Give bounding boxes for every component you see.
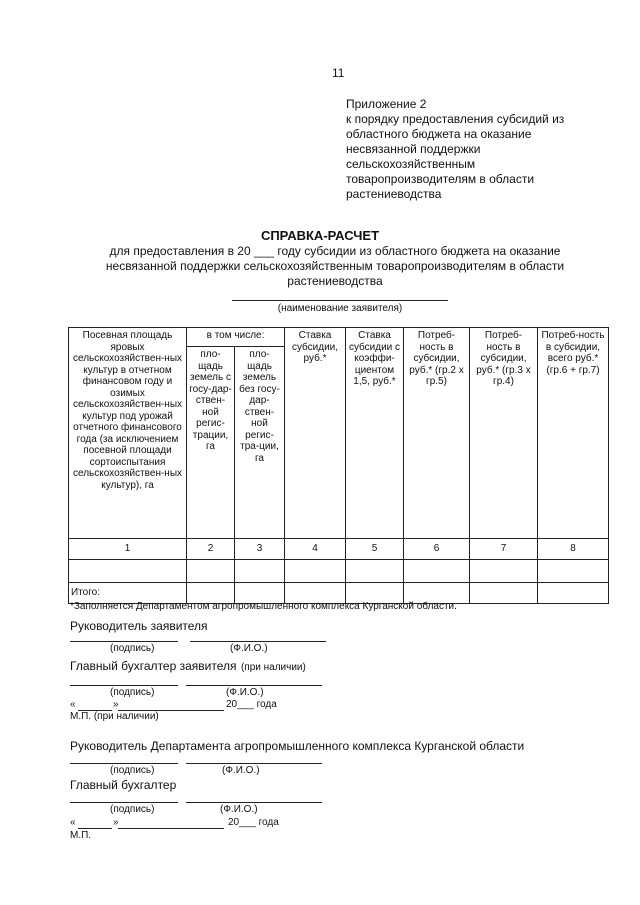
table-header-row <box>69 328 609 347</box>
table-cell[interactable] <box>346 560 404 583</box>
applicant-name-line <box>232 300 448 301</box>
table-cell[interactable] <box>470 583 538 604</box>
table-cell[interactable] <box>235 560 285 583</box>
fio-caption: (Ф.И.О.) <box>226 687 264 698</box>
header-col-4: Ставка субсидии, руб.* <box>285 328 346 539</box>
appendix-line: Приложение 2 <box>346 97 427 111</box>
col-number: 6 <box>404 539 470 560</box>
table-cell[interactable] <box>404 560 470 583</box>
date-open-quote: « <box>70 817 76 828</box>
subtitle-line: растениеводства <box>287 274 383 288</box>
table-cell[interactable] <box>187 560 235 583</box>
header-col-7: Потреб-ность в субсидии, руб.* (гр.3 х гр.4) <box>470 328 538 539</box>
col-number: 4 <box>285 539 346 560</box>
header-in-that-number: в том числе: <box>187 328 285 347</box>
table-data-row <box>69 560 609 583</box>
fio-line <box>186 763 322 764</box>
sign-caption: (подпись) <box>110 687 155 698</box>
date-day-line[interactable] <box>78 828 112 829</box>
applicant-head-label: Руководитель заявителя <box>70 619 208 633</box>
fio-caption: (Ф.И.О.) <box>222 765 260 776</box>
fio-caption: (Ф.И.О.) <box>220 804 258 815</box>
chief-accountant-label: Главный бухгалтер <box>70 778 177 792</box>
table-cell[interactable] <box>538 560 609 583</box>
col-number: 3 <box>235 539 285 560</box>
table-cell[interactable] <box>538 583 609 604</box>
document-title: СПРАВКА-РАСЧЕТ <box>260 228 380 243</box>
col-number: 2 <box>187 539 235 560</box>
date-close-quote: » <box>113 699 119 710</box>
table-cell[interactable] <box>470 560 538 583</box>
sign-line <box>70 802 178 803</box>
department-head-label: Руководитель Департамента агропромышленного комплекса Курганской области <box>70 739 525 753</box>
col-number: 1 <box>69 539 187 560</box>
fio-line <box>186 685 322 686</box>
sign-caption: (подпись) <box>110 804 155 815</box>
sign-caption: (подпись) <box>110 643 155 654</box>
applicant-name-caption: (наименование заявителя) <box>277 303 403 314</box>
header-col-1: Посевная площадь яровых сельскохозяйствен-ных культур в отчетном финансовом году и озимых сельскохозяйствен-ных культур под урожай отчетного финансового года (за исключением посевной площади сортоиспытания сельскохозяйствен-ных культур), га <box>69 328 187 539</box>
appendix-line: несвязанной поддержки <box>346 142 481 156</box>
table-cell[interactable] <box>285 560 346 583</box>
stamp-place: М.П. (при наличии) <box>70 711 159 722</box>
if-any-note: (при наличии) <box>240 662 306 673</box>
total-label: Итого: <box>69 583 187 604</box>
document-subtitle <box>70 244 600 289</box>
sign-line <box>70 763 178 764</box>
fio-line <box>190 641 326 642</box>
header-col-5: Ставка субсидии с коэффи-циентом 1,5, руб.* <box>346 328 404 539</box>
sign-line <box>70 685 178 686</box>
table-number-row <box>69 539 609 560</box>
sign-caption: (подпись) <box>110 765 155 776</box>
date-month-line[interactable] <box>118 828 224 829</box>
page-number: 11 <box>332 66 345 80</box>
fio-line <box>186 802 322 803</box>
appendix-line: сельскохозяйственным <box>346 157 476 171</box>
date-open-quote: « <box>70 699 76 710</box>
subtitle-line: для предоставления в 20 ___ году субсидии из областного бюджета на оказание <box>109 244 561 258</box>
date-close-quote: » <box>113 817 119 828</box>
subtitle-line: несвязанной поддержки сельскохозяйственным товаропроизводителям в области <box>105 259 565 273</box>
header-col-8: Потреб-ность в субсидии, всего руб.* (гр.6 + гр.7) <box>538 328 609 539</box>
fio-caption: (Ф.И.О.) <box>230 643 268 654</box>
table-cell[interactable] <box>69 560 187 583</box>
appendix-line: растениеводства <box>346 187 442 201</box>
header-col-6: Потреб-ность в субсидии, руб.* (гр.2 х гр.5) <box>404 328 470 539</box>
appendix-line: к порядку предоставления субсидий из <box>346 112 565 126</box>
chief-accountant-text: Главный бухгалтер заявителя <box>70 659 237 673</box>
appendix-line: областного бюджета на оказание <box>346 127 532 141</box>
col-number: 8 <box>538 539 609 560</box>
date-year: 20___ года <box>226 699 277 710</box>
footnote: *Заполняется Департаментом агропромышленного комплекса Курганской области. <box>70 601 457 612</box>
stamp-place: М.П. <box>70 830 92 841</box>
date-year: 20___ года <box>228 817 279 828</box>
col-number: 7 <box>470 539 538 560</box>
appendix-line: товаропроизводителям в области <box>346 172 535 186</box>
sign-line <box>70 641 178 642</box>
chief-accountant-label <box>70 657 306 675</box>
appendix-block <box>346 97 606 202</box>
header-col-3: пло-щадь земель без госу-дар-ствен-ной регис-тра-ции, га <box>235 347 285 539</box>
calculation-table <box>68 327 609 604</box>
col-number: 5 <box>346 539 404 560</box>
header-col-2: пло-щадь земель с госу-дар-ствен-ной регис-трации, га <box>187 347 235 539</box>
